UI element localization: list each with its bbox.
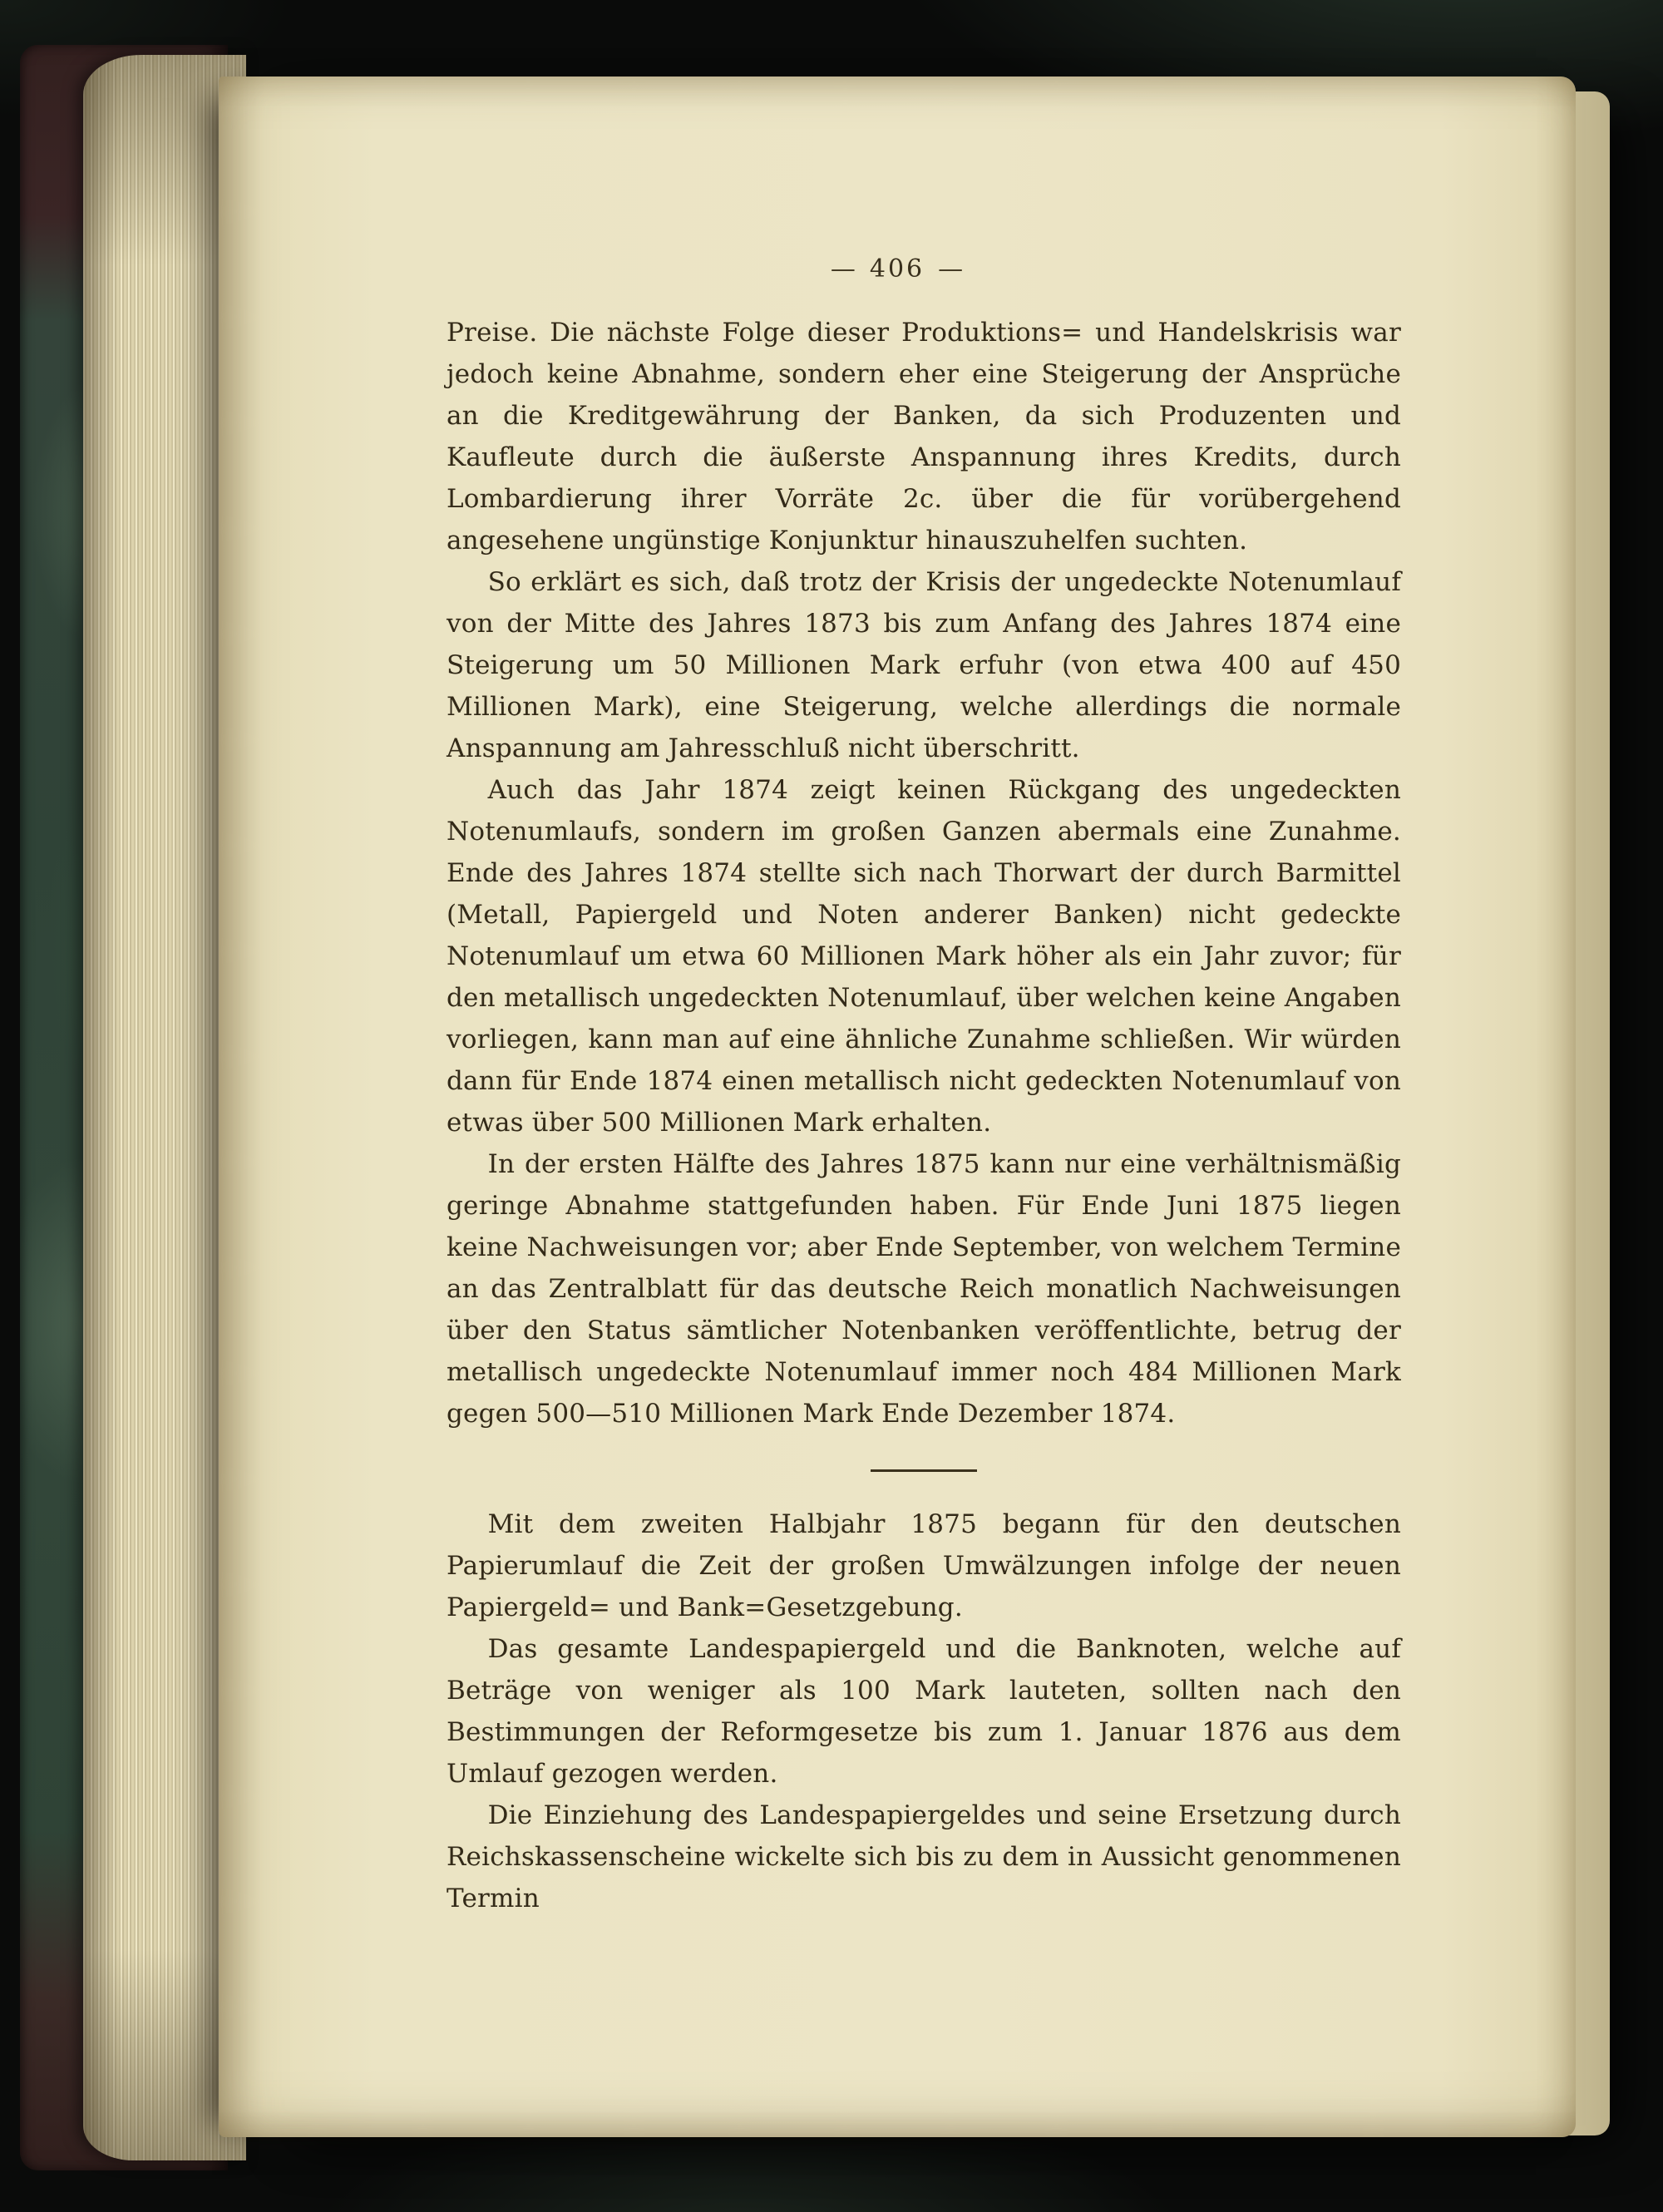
paragraph-1: Preise. Die nächste Folge dieser Produktions= und Handelskrisis war jedoch keine Abnahme, sondern eher eine Steigerung der Ansprüche an die Kreditgewährung der Banken, da sich Produzenten und Kaufleute durch die äußerste Anspannung ihres Kredits, durch Lombardierung ihrer Vorräte 2c. über die für vorübergehend angesehene ungünstige Konjunktur hinauszuhelfen suchten. bbox=[447, 318, 1401, 555]
page-number: 406 bbox=[869, 254, 925, 284]
page-header bbox=[420, 254, 1374, 284]
header-dash-left: — bbox=[830, 254, 856, 284]
paragraph-6: Das gesamte Landespapiergeld und die Banknoten, welche auf Beträge von weniger als 100 Mark lauteten, sollten nach den Bestimmungen der Reformgesetze bis zum 1. Januar 1876 aus dem Umlauf gezogen werden. bbox=[447, 1634, 1401, 1789]
paragraph-4: In der ersten Hälfte des Jahres 1875 kann nur eine verhältnismäßig geringe Abnahme stattgefunden haben. Für Ende Juni 1875 liegen keine Nachweisungen vor; aber Ende September, von welchem Termine an das Zentralblatt für das deutsche Reich monatlich Nachweisungen über den Status sämtlicher Notenbanken veröffentlichte, betrug der metallisch ungedeckte Notenumlauf immer noch 484 Millionen Mark gegen 500—510 Millionen Mark Ende Dezember 1874. bbox=[447, 1149, 1401, 1429]
section-separator-rule bbox=[871, 1469, 977, 1472]
header-dash-right: — bbox=[938, 254, 965, 284]
paragraph-5: Mit dem zweiten Halbjahr 1875 begann für den deutschen Papierumlauf die Zeit der großen Umwälzungen infolge der neuen Papiergeld= und Bank=Gesetzgebung. bbox=[447, 1509, 1401, 1622]
text-block bbox=[447, 312, 1401, 1919]
paragraph-2: So erklärt es sich, daß trotz der Krisis der ungedeckte Notenumlauf von der Mitte des Jahres 1873 bis zum Anfang des Jahres 1874 eine Steigerung um 50 Millionen Mark erfuhr (von etwa 400 auf 450 Millionen Mark), eine Steigerung, welche allerdings die normale Anspannung am Jahresschluß nicht überschritt. bbox=[447, 567, 1401, 763]
book-page bbox=[219, 77, 1576, 2137]
paragraph-3: Auch das Jahr 1874 zeigt keinen Rückgang des ungedeckten Notenumlaufs, sondern im großen Ganzen abermals eine Zunahme. Ende des Jahres 1874 stellte sich nach Thorwart der durch Barmittel (Metall, Papiergeld und Noten anderer Banken) nicht gedeckte Notenumlauf um etwa 60 Millionen Mark höher als ein Jahr zuvor; für den metallisch ungedeckten Notenumlauf, über welchen keine Angaben vorliegen, kann man auf eine ähnliche Zunahme schließen. Wir würden dann für Ende 1874 einen metallisch nicht gedeckten Notenumlauf von etwas über 500 Millionen Mark erhalten. bbox=[447, 775, 1401, 1138]
paragraph-7: Die Einziehung des Landespapiergeldes und seine Ersetzung durch Reichskassenscheine wickelte sich bis zu dem in Aussicht genommenen Termin bbox=[447, 1800, 1401, 1913]
